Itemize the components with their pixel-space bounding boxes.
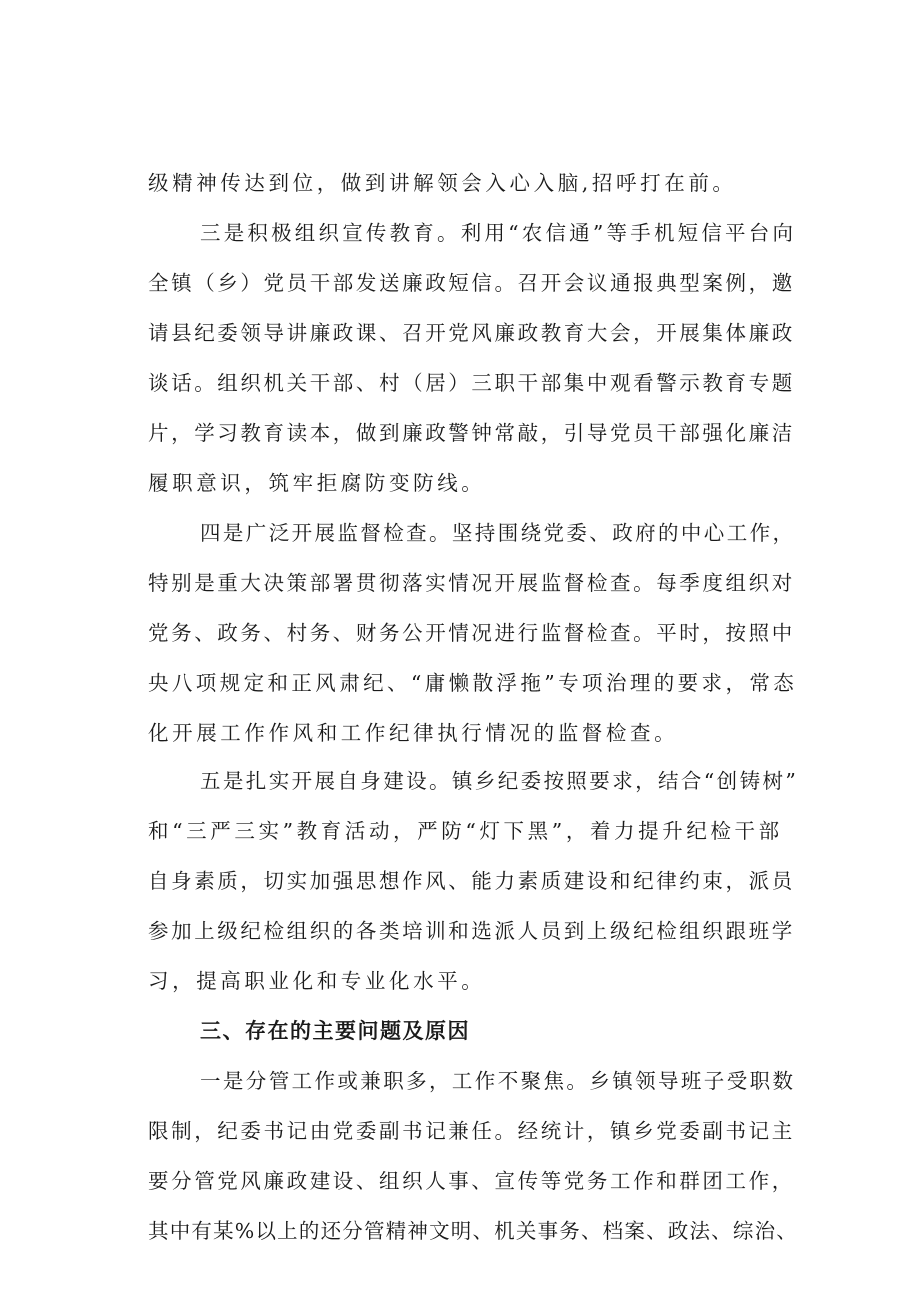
paragraph-line: 全镇（乡）党员干部发送廉政短信。召开会议通报典型案例，邀 — [148, 271, 795, 295]
paragraph-line: 一是分管工作或兼职多，工作不聚焦。乡镇领导班子受职数 — [200, 1069, 796, 1093]
paragraph-line: 和“三严三实”教育活动，严防“灯下黑”，着力提升纪检干部 — [148, 819, 783, 843]
paragraph-line: 其中有某%以上的还分管精神文明、机关事务、档案、政法、综治、 — [148, 1219, 798, 1243]
section-heading: 三、存在的主要问题及原因 — [200, 1019, 470, 1043]
paragraph-line: 四是广泛开展监督检查。坚持围绕党委、政府的中心工作， — [200, 521, 796, 545]
paragraph-line: 请县纪委领导讲廉政课、召开党风廉政教育大会，开展集体廉政 — [148, 321, 795, 345]
paragraph-line: 化开展工作作风和工作纪律执行情况的监督检查。 — [148, 721, 679, 745]
paragraph-line: 央八项规定和正风肃纪、“庸懒散浮拖”专项治理的要求，常态 — [148, 671, 798, 695]
paragraph-line: 党务、政务、村务、财务公开情况进行监督检查。平时，按照中 — [148, 621, 795, 645]
paragraph-line: 限制，纪委书记由党委副书记兼任。经统计，镇乡党委副书记主 — [148, 1119, 795, 1143]
paragraph-line: 五是扎实开展自身建设。镇乡纪委按照要求，结合“创铸树” — [200, 769, 799, 793]
paragraph-line: 自身素质，切实加强思想作风、能力素质建设和纪律约束，派员 — [148, 869, 795, 893]
paragraph-line: 特别是重大决策部署贯彻落实情况开展监督检查。每季度组织对 — [148, 571, 795, 595]
paragraph-line: 要分管党风廉政建设、组织人事、宣传等党务工作和群团工作， — [148, 1169, 795, 1193]
paragraph-line: 履职意识，筑牢拒腐防变防线。 — [148, 471, 486, 495]
paragraph-line: 级精神传达到位，做到讲解领会入心入脑,招呼打在前。 — [148, 171, 737, 195]
paragraph-line: 谈话。组织机关干部、村（居）三职干部集中观看警示教育专题 — [148, 371, 795, 395]
paragraph-line: 三是积极组织宣传教育。利用“农信通”等手机短信平台向 — [200, 221, 797, 245]
paragraph-line: 习，提高职业化和专业化水平。 — [148, 969, 486, 993]
paragraph-line: 片，学习教育读本，做到廉政警钟常敲，引导党员干部强化廉洁 — [148, 421, 795, 445]
paragraph-line: 参加上级纪检组织的各类培训和选派人员到上级纪检组织跟班学 — [148, 919, 795, 943]
